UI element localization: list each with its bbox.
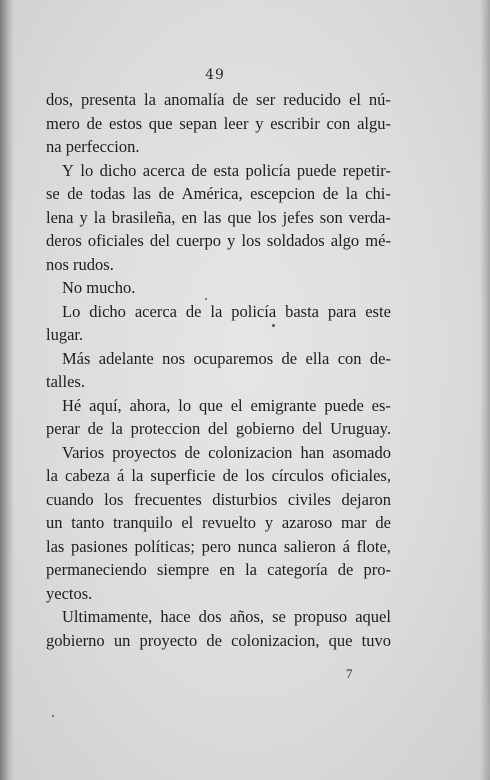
text-line <box>46 300 391 324</box>
word: proyecto <box>139 630 198 650</box>
word: soldados <box>266 231 325 250</box>
word: la <box>131 466 144 485</box>
word: de <box>375 513 391 532</box>
word: de- <box>369 348 391 368</box>
word: la <box>46 466 58 485</box>
word: del <box>302 419 323 438</box>
word: verda- <box>348 207 391 227</box>
word: con <box>337 348 362 368</box>
word: Hé <box>62 395 82 415</box>
word: puede <box>296 160 337 180</box>
word: ella <box>305 348 330 368</box>
word: jefes <box>282 207 314 227</box>
word: propuso <box>293 607 348 626</box>
text-line <box>46 417 391 441</box>
word: flote, <box>356 536 391 556</box>
word: mar <box>340 513 367 532</box>
word: azaroso <box>281 513 333 532</box>
word: y <box>264 513 274 532</box>
word: policía <box>231 301 277 321</box>
word: del <box>207 419 229 438</box>
word: de <box>232 90 249 109</box>
word: anomalía <box>163 90 225 109</box>
word: de <box>86 113 103 133</box>
word: el <box>181 513 194 532</box>
word: aquel <box>355 607 391 626</box>
text-line: nos rudos. <box>46 254 114 274</box>
word: en <box>181 207 198 227</box>
word: colonizacion, <box>231 630 320 650</box>
text-line <box>46 629 391 653</box>
word: los <box>245 466 265 485</box>
word: la <box>245 560 257 579</box>
word: la <box>144 90 156 109</box>
word: se <box>272 607 286 626</box>
word: Y <box>62 160 74 180</box>
signature-mark: 7 <box>346 666 353 681</box>
word: Más <box>62 348 91 368</box>
word: á <box>342 536 350 556</box>
word: deros <box>46 231 82 250</box>
text-line <box>46 558 391 582</box>
word: los <box>241 231 261 250</box>
word: han <box>300 442 325 462</box>
word: dos <box>198 607 222 626</box>
word: presenta <box>81 90 137 109</box>
word: de <box>322 184 339 203</box>
word: la <box>93 207 106 227</box>
word: oficiales, <box>330 466 391 485</box>
word: América, <box>181 184 243 203</box>
word: se <box>46 184 60 203</box>
text-line <box>46 394 391 418</box>
word: de <box>337 560 354 579</box>
word: nunca <box>237 536 278 556</box>
word: un <box>113 630 131 650</box>
text-line: yectos. <box>46 583 93 603</box>
word: tuvo <box>361 630 391 650</box>
word: las <box>132 184 152 203</box>
word: que <box>198 395 223 415</box>
paper-speck <box>272 324 275 327</box>
word: leer <box>223 113 249 133</box>
word: dicho <box>99 160 137 180</box>
word: ahora, <box>129 395 171 415</box>
text-line <box>46 182 391 206</box>
word: sepan <box>179 113 217 133</box>
word: civiles <box>287 489 331 509</box>
word: escepcion <box>250 184 316 203</box>
word: puede <box>324 395 364 415</box>
word: dicho <box>89 301 126 321</box>
word: lo <box>80 160 94 180</box>
word: lo <box>178 395 192 415</box>
word: y <box>255 113 264 133</box>
word: la <box>345 184 358 203</box>
word: reducido <box>283 90 341 109</box>
word: ser <box>256 90 276 109</box>
text-line <box>46 347 391 371</box>
word: aquí, <box>89 395 122 415</box>
word: chi- <box>365 184 391 203</box>
text-line <box>46 535 391 559</box>
word: un <box>46 513 63 532</box>
word: acerca <box>134 301 177 321</box>
word: dos, <box>46 90 74 109</box>
word: que <box>148 113 173 133</box>
word: del <box>149 231 171 250</box>
word: mé- <box>365 231 391 250</box>
body-text <box>46 88 391 652</box>
word: revuelto <box>202 513 257 532</box>
text-line <box>46 464 391 488</box>
text-line <box>46 441 391 465</box>
word: emigrante <box>250 395 317 415</box>
word: esta <box>213 160 240 180</box>
text-line: No mucho. <box>62 278 136 297</box>
word: hace <box>160 607 191 626</box>
word: cabeza <box>65 466 110 485</box>
word: Varios <box>62 442 105 462</box>
word: los <box>104 489 124 509</box>
word: pasiones <box>71 536 128 556</box>
word: de <box>281 348 298 368</box>
text-line: talles. <box>46 372 85 391</box>
word: de <box>158 184 175 203</box>
word: nú- <box>368 90 391 109</box>
text-line <box>46 605 391 629</box>
word: proyectos <box>112 442 177 462</box>
word: Lo <box>62 301 81 321</box>
word: y <box>79 207 88 227</box>
word: brasileña, <box>111 207 176 227</box>
word: colonizacion <box>208 442 293 462</box>
word: oficiales <box>87 231 144 250</box>
word: repetir- <box>342 160 391 180</box>
word: de <box>87 419 104 438</box>
word: proteccion <box>130 419 201 438</box>
word: en <box>219 560 235 579</box>
word: Ultimamente, <box>62 607 153 626</box>
word: políticas; <box>134 536 195 556</box>
word: gobierno <box>46 630 105 650</box>
word: algu- <box>357 113 391 133</box>
word: escribir <box>270 113 320 133</box>
word: que <box>227 207 252 227</box>
word: perar <box>46 419 80 438</box>
word: de <box>184 442 201 462</box>
page-gutter-shadow <box>0 0 14 780</box>
word: el <box>349 90 361 109</box>
word: círculos <box>271 466 324 485</box>
text-line: lugar. <box>46 325 84 344</box>
page-number: 49 <box>205 67 225 83</box>
word: que <box>328 630 353 650</box>
word: cuerpo <box>176 231 222 250</box>
word: estos <box>109 113 143 133</box>
text-line <box>46 488 391 512</box>
word: las <box>203 207 222 227</box>
text-line <box>46 112 391 136</box>
word: acerca <box>142 160 185 180</box>
text-line <box>46 511 391 535</box>
word: basta <box>285 301 319 321</box>
word: lena <box>46 207 74 227</box>
word: nos <box>162 348 186 368</box>
word: la <box>110 419 123 438</box>
word: de <box>191 160 207 180</box>
word: tranquilo <box>113 513 173 532</box>
page-edge-shadow <box>480 0 490 780</box>
word: y <box>227 231 236 250</box>
word: el <box>230 395 243 415</box>
word: gobierno <box>235 419 295 438</box>
word: superficie <box>150 466 216 485</box>
word: á <box>116 466 125 485</box>
word: este <box>365 301 391 321</box>
word: para <box>327 301 357 321</box>
word: de <box>206 630 222 650</box>
word: años, <box>229 607 265 626</box>
word: de <box>222 466 239 485</box>
word: pero <box>201 536 231 556</box>
word: las <box>46 536 65 556</box>
text-line <box>46 88 391 112</box>
word: mero <box>46 113 80 133</box>
text-line: na perfeccion. <box>46 137 140 156</box>
text-line <box>46 229 391 253</box>
word: disturbios <box>212 489 278 509</box>
word: siempre <box>156 560 210 579</box>
word: dejaron <box>341 489 391 509</box>
text-line <box>46 159 391 183</box>
word: algo <box>330 231 360 250</box>
word: todas <box>90 184 126 203</box>
word: Uruguay. <box>330 419 391 438</box>
word: de <box>67 184 83 203</box>
word: la <box>210 301 223 321</box>
text-line <box>46 206 391 230</box>
word: adelante <box>98 348 154 368</box>
word: con <box>326 113 351 133</box>
word: son <box>319 207 343 227</box>
paper-speck <box>52 715 54 717</box>
word: salieron <box>283 536 336 556</box>
word: asomado <box>332 442 391 462</box>
word: frecuentes <box>133 489 202 509</box>
word: pro- <box>363 560 391 579</box>
word: policía <box>245 160 291 180</box>
word: cuando <box>46 489 94 509</box>
word: los <box>257 207 277 227</box>
paper-speck <box>205 298 207 300</box>
word: es- <box>371 395 391 415</box>
word: permaneciendo <box>46 560 147 579</box>
word: categoría <box>267 560 328 579</box>
word: ocuparemos <box>193 348 274 368</box>
word: de <box>185 301 202 321</box>
word: tanto <box>71 513 105 532</box>
